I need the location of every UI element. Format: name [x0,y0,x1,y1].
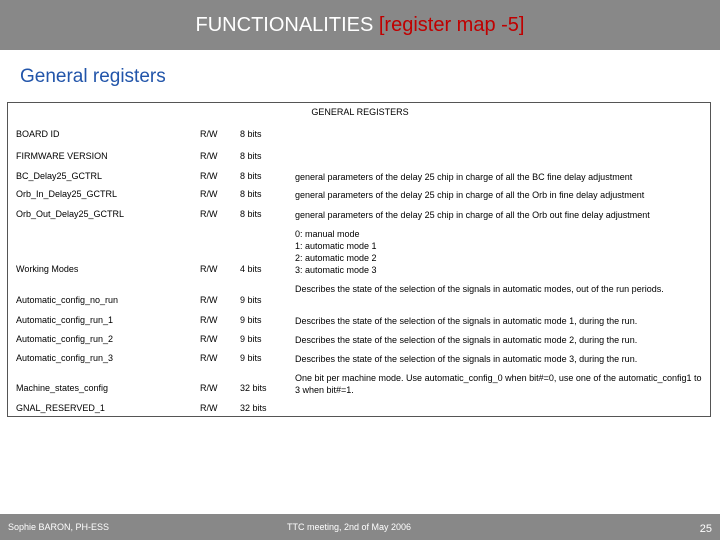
register-description: Describes the state of the selection of the signals in automatic modes, out of the run periods. [295,284,664,294]
register-name: Orb_Out_Delay25_GCTRL [16,209,125,219]
register-access: R/W [200,151,218,161]
footer-bar [0,514,720,540]
register-name: BOARD ID [16,129,60,139]
register-width: 8 bits [240,189,262,199]
register-name: GNAL_RESERVED_1 [16,403,105,413]
header-bar [0,0,720,50]
register-description: Describes the state of the selection of the signals in automatic mode 3, during the run. [295,354,638,364]
register-access: R/W [200,295,218,305]
register-width: 9 bits [240,295,262,305]
register-access: R/W [200,209,218,219]
register-name: Automatic_config_no_run [16,295,119,305]
register-access: R/W [200,171,218,181]
footer-event: TTC meeting, 2nd of May 2006 [287,522,412,532]
register-name: BC_Delay25_GCTRL [16,171,103,181]
register-description: Describes the state of the selection of the signals in automatic mode 2, during the run. [295,335,638,345]
section-subtitle: General registers [20,66,166,87]
page-title-main: FUNCTIONALITIES [195,14,379,36]
register-description: general parameters of the delay 25 chip in charge of all the Orb in fine delay adjustment [295,190,645,200]
register-access: R/W [200,264,218,274]
register-description: One bit per machine mode. Use automatic_config_0 when bit#=0, use one of the automatic_config1 to 3 when bit#=1. [295,373,702,395]
register-description-line: 1: automatic mode 1 [295,241,377,251]
register-description: general parameters of the delay 25 chip in charge of all the Orb out fine delay adjustment [295,210,650,220]
register-name: Machine_states_config [16,383,109,393]
register-name: Automatic_config_run_1 [16,315,114,325]
register-width: 9 bits [240,334,262,344]
register-access: R/W [200,315,218,325]
register-description: Describes the state of the selection of the signals in automatic mode 1, during the run. [295,316,638,326]
page-title-accent: [register map -5] [378,14,525,36]
register-access: R/W [200,129,218,139]
register-name: Working Modes [16,264,79,274]
footer-author: Sophie BARON, PH-ESS [8,522,110,532]
register-name: Orb_In_Delay25_GCTRL [16,189,118,199]
register-description-line: 3: automatic mode 3 [295,265,377,275]
register-access: R/W [200,334,218,344]
register-description-line: 0: manual mode [295,229,360,239]
page-number: 25 [699,523,712,535]
register-description-line: 2: automatic mode 2 [295,253,377,263]
register-width: 9 bits [240,353,262,363]
register-access: R/W [200,403,218,413]
register-width: 32 bits [240,403,267,413]
table-caption: GENERAL REGISTERS [311,107,409,117]
register-width: 9 bits [240,315,262,325]
register-access: R/W [200,383,218,393]
register-description: general parameters of the delay 25 chip in charge of all the BC fine delay adjustment [295,172,633,182]
register-width: 8 bits [240,209,262,219]
register-name: Automatic_config_run_3 [16,353,114,363]
register-access: R/W [200,189,218,199]
register-width: 8 bits [240,129,262,139]
register-name: Automatic_config_run_2 [16,334,114,344]
page-title [0,14,720,37]
register-width: 4 bits [240,264,262,274]
register-width: 32 bits [240,383,267,393]
register-width: 8 bits [240,151,262,161]
register-access: R/W [200,353,218,363]
register-name: FIRMWARE VERSION [16,151,108,161]
register-width: 8 bits [240,171,262,181]
